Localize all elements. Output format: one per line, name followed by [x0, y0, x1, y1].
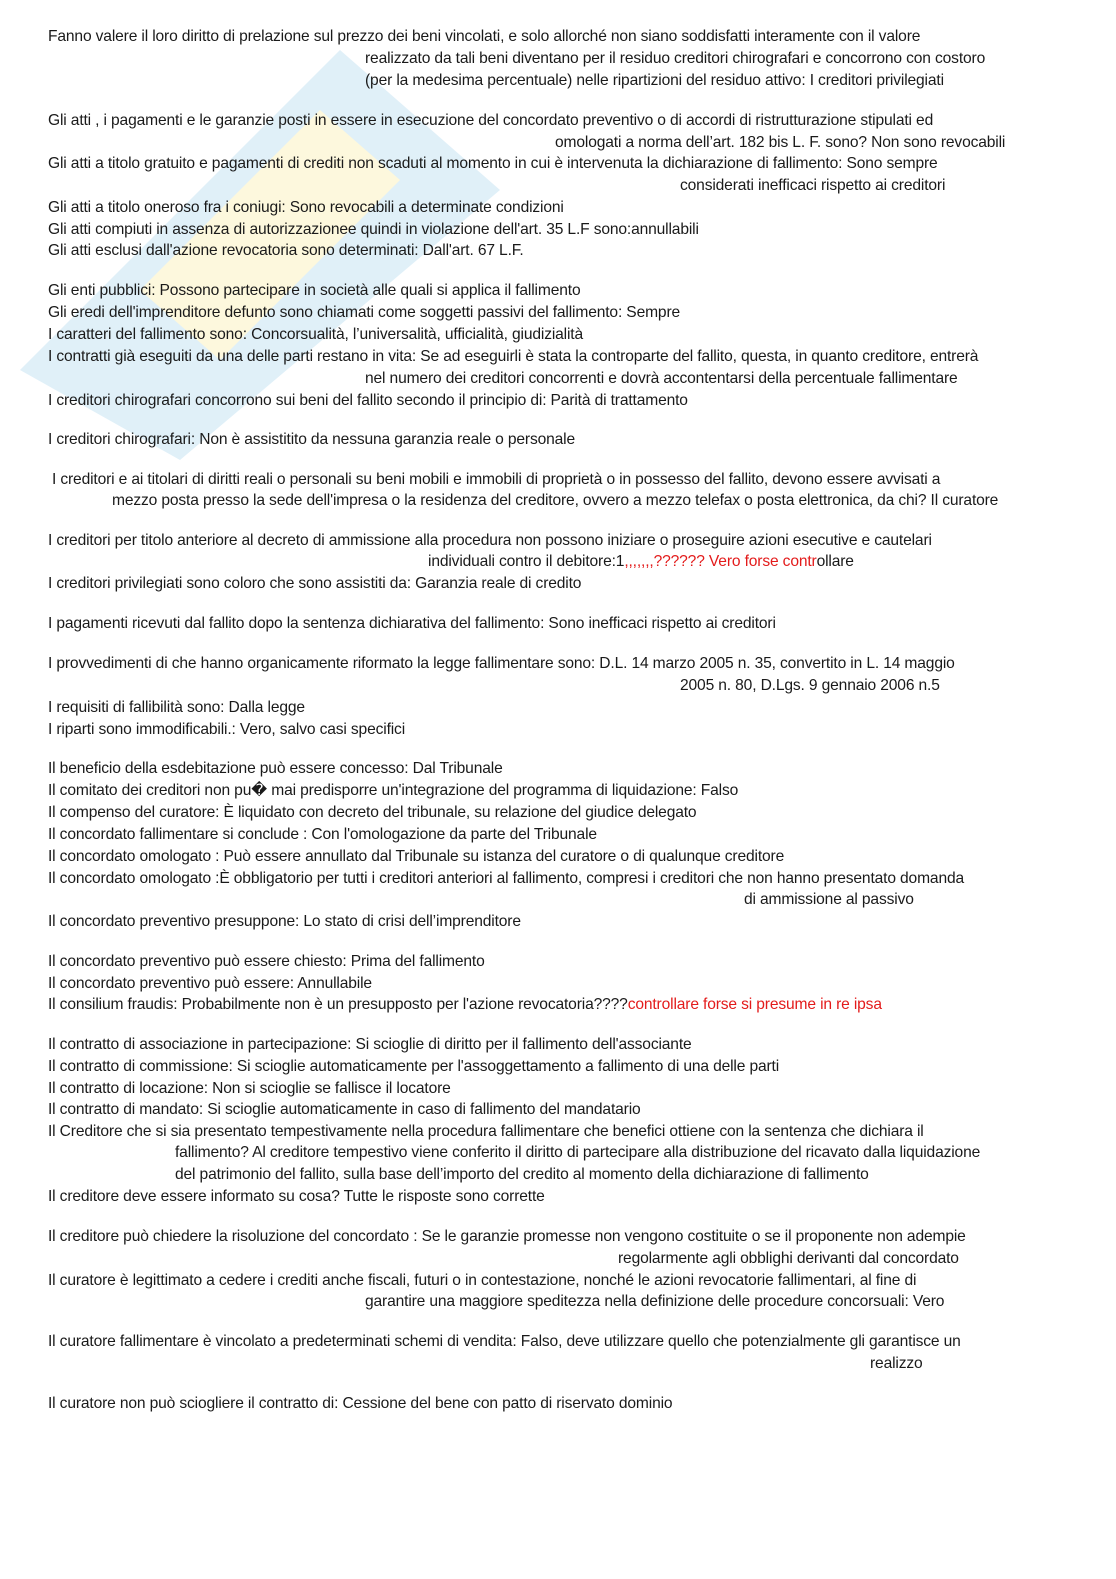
- text-line: Gli eredi dell'imprenditore defunto sono chiamati come soggetti passivi del fallimento: Sempre: [48, 304, 681, 321]
- text-line: Gli atti esclusi dall'azione revocatoria sono determinati: Dall'art. 67 L.F.: [48, 242, 524, 259]
- text-line: Il concordato fallimentare si conclude : Con l'omologazione da parte del Tribunale: [48, 826, 597, 843]
- text-line: Il creditore può chiedere la risoluzione del concordato : Se le garanzie promesse non vengono costituite o se il proponente non adempie: [48, 1228, 966, 1245]
- text-line: Il concordato omologato : Può essere annullato dal Tribunale su istanza del curatore o di qualunque creditore: [48, 848, 785, 865]
- text-line: Il contratto di locazione: Non si scioglie se fallisce il locatore: [48, 1080, 451, 1097]
- text-line: I requisiti di fallibilità sono: Dalla legge: [48, 699, 305, 716]
- text-line: Gli atti compiuti in assenza di autorizzazionee quindi in violazione dell'art. 35 L.F sono:annullabili: [48, 221, 699, 238]
- text-line: Il contratto di associazione in partecipazione: Si scioglie di diritto per il fallimento dell'associante: [48, 1036, 692, 1053]
- text-line: I contratti già eseguiti da una delle parti restano in vita: Se ad eseguirli è stata la controparte del fallito, questa, in quanto creditore, entrerà: [48, 348, 979, 365]
- text-line: Il concordato preventivo può essere chiesto: Prima del fallimento: [48, 953, 485, 970]
- text-line: Il concordato preventivo presuppone: Lo stato di crisi dell’imprenditore: [48, 913, 521, 930]
- text-line: di ammissione al passivo: [744, 891, 914, 908]
- text-line: Il concordato preventivo può essere: Annullabile: [48, 975, 372, 992]
- text-line: Il concordato omologato :È obbligatorio per tutti i creditori anteriori al fallimento, compresi i creditori che non hanno presentato domanda: [48, 870, 965, 887]
- text-line: Gli atti a titolo gratuito e pagamenti di crediti non scaduti al momento in cui è intervenuta la dichiarazione di fallimento: Sono sempre: [48, 155, 938, 172]
- text-line: Fanno valere il loro diritto di prelazione sul prezzo dei beni vincolati, e solo allorché non siano soddisfatti interamente con il valore: [48, 28, 921, 45]
- text-line: Il contratto di commissione: Si scioglie automaticamente per l'assoggettamento a fallimento di una delle parti: [48, 1058, 780, 1075]
- text-line: Il Creditore che si sia presentato tempestivamente nella procedura fallimentare che benefici ottiene con la sentenza che dichiara il: [48, 1123, 924, 1140]
- text-line: Il contratto di mandato: Si scioglie automaticamente in caso di fallimento del mandatario: [48, 1101, 641, 1118]
- text-line: Gli atti a titolo oneroso fra i coniugi: Sono revocabili a determinate condizioni: [48, 199, 564, 216]
- text-line: 2005 n. 80, D.Lgs. 9 gennaio 2006 n.5: [680, 677, 940, 694]
- text-line-annotated: [48, 995, 882, 1015]
- text-line: regolarmente agli obblighi derivanti dal concordato: [618, 1250, 959, 1267]
- text-line: del patrimonio del fallito, sulla base dell’importo del credito al momento della dichiarazione di fallimento: [175, 1166, 869, 1183]
- text-segment: ollare: [816, 553, 854, 570]
- text-line: I provvedimenti di che hanno organicamente riformato la legge fallimentare sono: D.L. 14 marzo 2005 n. 35, convertito in L. 14 maggio: [48, 655, 955, 672]
- text-line: (per la medesima percentuale) nelle ripartizioni del residuo attivo: I creditori privilegiati: [365, 72, 944, 89]
- text-line: I riparti sono immodificabili.: Vero, salvo casi specifici: [48, 721, 406, 738]
- text-line: Gli enti pubblici: Possono partecipare in società alle quali si applica il fallimento: [48, 282, 581, 299]
- text-line: Il curatore è legittimato a cedere i crediti anche fiscali, futuri o in contestazione, nonché le azioni revocatorie fallimentari, al fine di: [48, 1272, 917, 1289]
- text-line: I pagamenti ricevuti dal fallito dopo la sentenza dichiarativa del fallimento: Sono inefficaci rispetto ai creditori: [48, 615, 776, 632]
- text-line: Il curatore fallimentare è vincolato a predeterminati schemi di vendita: Falso, deve utilizzare quello che potenzialmente gli garantisce un: [48, 1333, 961, 1350]
- text-line: I creditori e ai titolari di diritti reali o personali su beni mobili e immobili di proprietà o in possesso del fallito, devono essere avvisati a: [52, 471, 941, 488]
- red-note: ,,,,,,,?????? Vero forse contr: [624, 553, 817, 570]
- text-line: Il comitato dei creditori non pu� mai predisporre un'integrazione del programma di liquidazione: Falso: [48, 782, 739, 799]
- text-line: garantire una maggiore speditezza nella definizione delle procedure concorsuali: Vero: [365, 1293, 945, 1310]
- text-line: Il curatore non può sciogliere il contratto di: Cessione del bene con patto di riservato dominio: [48, 1395, 673, 1412]
- text-line: Il beneficio della esdebitazione può essere concesso: Dal Tribunale: [48, 760, 503, 777]
- text-segment: Il consilium fraudis: Probabilmente non è un presupposto per l'azione revocatoria????: [48, 996, 628, 1013]
- text-line: omologati a norma dell’art. 182 bis L. F. sono? Non sono revocabili: [555, 134, 1006, 151]
- text-line: realizzo: [870, 1355, 923, 1372]
- text-line: I caratteri del fallimento sono: Concorsualità, l’universalità, ufficialità, giudizialità: [48, 326, 584, 343]
- text-line: realizzato da tali beni diventano per il residuo creditori chirografari e concorrono con costoro: [365, 50, 986, 67]
- text-line: I creditori per titolo anteriore al decreto di ammissione alla procedura non possono iniziare o proseguire azioni esecutive e cautelari: [48, 532, 932, 549]
- text-line: Il compenso del curatore: È liquidato con decreto del tribunale, su relazione del giudice delegato: [48, 804, 697, 821]
- text-line: Il creditore deve essere informato su cosa? Tutte le risposte sono corrette: [48, 1188, 545, 1205]
- text-line-annotated: [428, 552, 854, 572]
- text-line: I creditori chirografari concorrono sui beni del fallito secondo il principio di: Parità di trattamento: [48, 392, 688, 409]
- text-segment: individuali contro il debitore:1: [428, 553, 625, 570]
- text-line: nel numero dei creditori concorrenti e dovrà accontentarsi della percentuale fallimentare: [365, 370, 958, 387]
- text-line: considerati inefficaci rispetto ai creditori: [680, 177, 946, 194]
- red-note: controllare forse si presume in re ipsa: [627, 996, 882, 1013]
- text-line: I creditori privilegiati sono coloro che sono assistiti da: Garanzia reale di credito: [48, 575, 582, 592]
- text-line: I creditori chirografari: Non è assistitito da nessuna garanzia reale o personale: [48, 431, 575, 448]
- text-line: fallimento? Al creditore tempestivo viene conferito il diritto di partecipare alla distribuzione del ricavato dalla liquidazione: [175, 1144, 981, 1161]
- text-line: mezzo posta presso la sede dell'impresa o la residenza del creditore, ovvero a mezzo telefax o posta elettronica, da chi? Il curatore: [112, 492, 999, 509]
- text-line: Gli atti , i pagamenti e le garanzie posti in essere in esecuzione del concordato preventivo o di accordi di ristrutturazione stipulati ed: [48, 112, 934, 129]
